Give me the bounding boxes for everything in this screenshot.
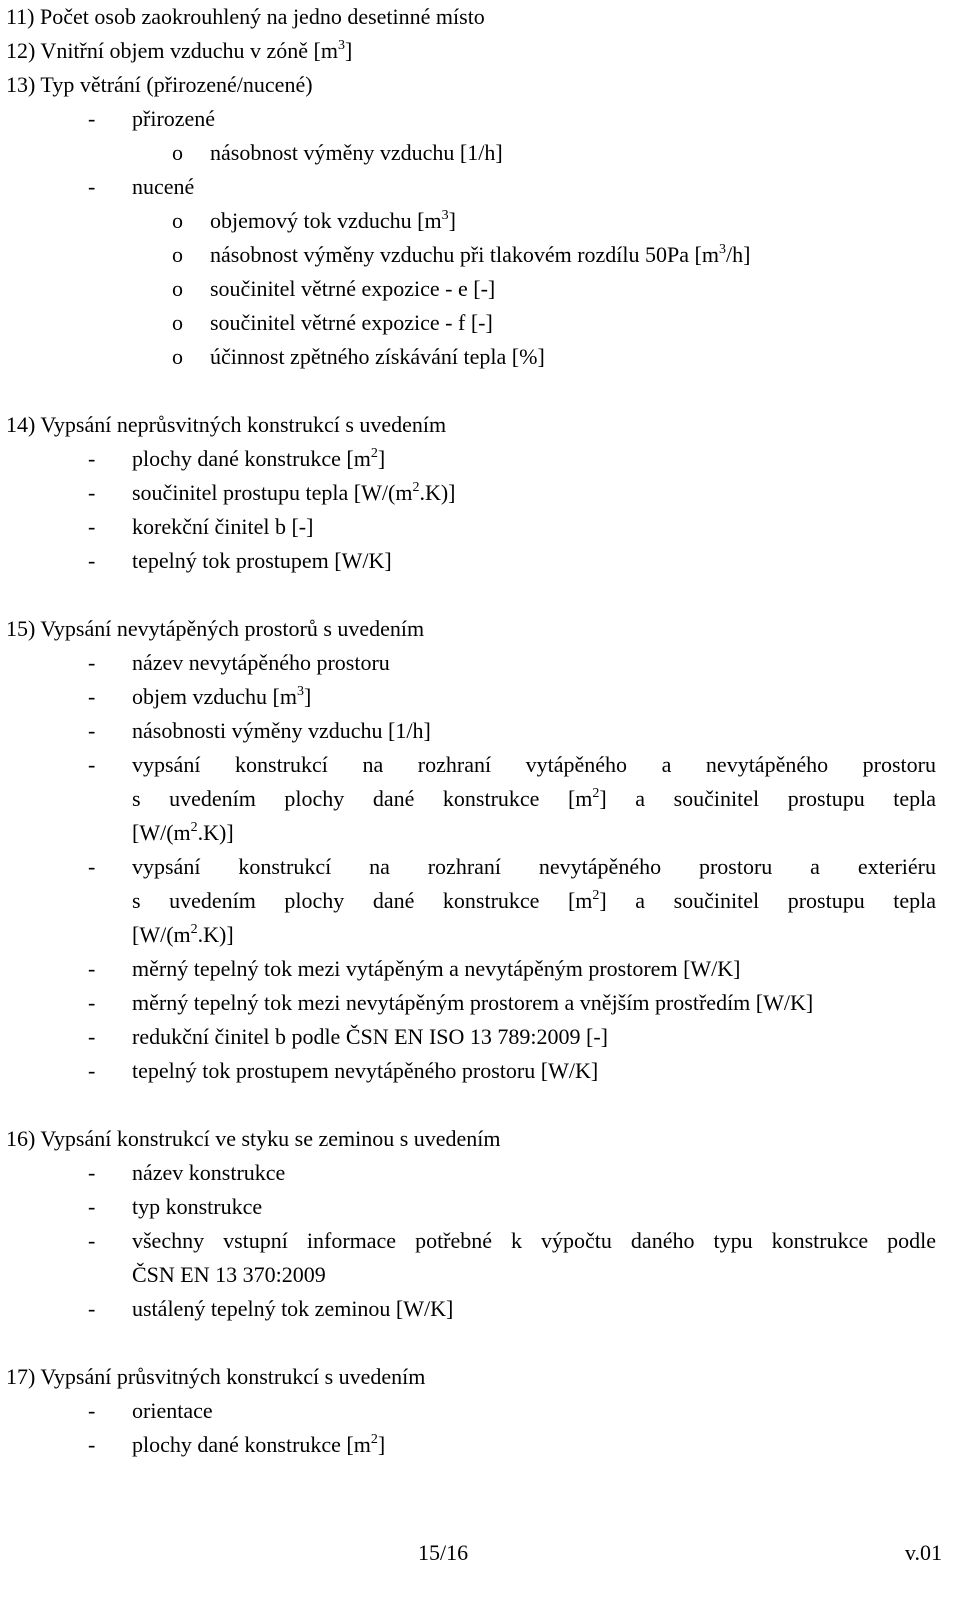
section-heading — [6, 408, 936, 442]
dash-bullet-marker: - — [88, 1398, 96, 1423]
section-heading — [6, 68, 936, 102]
circle-bullet-marker: o — [172, 242, 183, 267]
line-text — [132, 680, 311, 714]
bullet-item-continuation — [6, 1258, 936, 1292]
dash-bullet-marker: - — [88, 1432, 96, 1457]
line-text — [132, 918, 234, 952]
text-segment: [W/(m — [132, 922, 191, 947]
text-segment: 12) Vnitřní objem vzduchu v zóně [m — [6, 38, 338, 63]
dash-bullet-marker: - — [88, 650, 96, 675]
bullet-item — [6, 170, 936, 204]
section-heading — [6, 1122, 936, 1156]
line-text: 15) Vypsání nevytápěných prostorů s uvedením — [6, 616, 425, 641]
bullet-item — [6, 1020, 936, 1054]
bullet-item — [6, 850, 936, 884]
bullet-item — [6, 714, 936, 748]
spacer — [6, 1088, 936, 1122]
superscript: 3 — [296, 684, 304, 699]
dash-bullet-marker: - — [88, 446, 96, 471]
line-text — [132, 442, 385, 476]
text-segment: součinitel prostupu tepla [W/(m — [132, 480, 413, 505]
line-text: vypsání konstrukcí na rozhraní vytápěného a nevytápěného prostoru — [132, 752, 936, 777]
circle-bullet-marker: o — [172, 310, 183, 335]
bullet-item — [6, 1156, 936, 1190]
text-segment: [W/(m — [132, 820, 191, 845]
text-segment: ] — [377, 1432, 386, 1457]
spacer — [6, 1326, 936, 1360]
line-text: 11) Počet osob zaokrouhlený na jedno desetinné místo — [6, 4, 485, 29]
bullet-item-continuation — [6, 884, 936, 918]
line-text — [132, 1428, 385, 1462]
line-text: násobnosti výměny vzduchu [1/h] — [132, 718, 431, 743]
bullet-item — [6, 1292, 936, 1326]
bullet-item — [6, 680, 936, 714]
bullet-item — [6, 986, 936, 1020]
line-text: tepelný tok prostupem [W/K] — [132, 548, 392, 573]
sub-bullet-item — [6, 306, 936, 340]
line-text — [132, 476, 455, 510]
sub-bullet-item — [6, 204, 936, 238]
text-segment: .K)] — [419, 480, 456, 505]
page-footer — [0, 1536, 960, 1570]
line-text: měrný tepelný tok mezi nevytápěným prostorem a vnějším prostředím [W/K] — [132, 990, 814, 1015]
line-text: účinnost zpětného získávání tepla [%] — [210, 344, 545, 369]
superscript: 2 — [190, 922, 198, 937]
superscript: 2 — [412, 480, 420, 495]
dash-bullet-marker: - — [88, 480, 96, 505]
bullet-item-continuation — [6, 782, 936, 816]
superscript: 2 — [592, 786, 600, 801]
text-segment: /h] — [725, 242, 751, 267]
text-segment: .K)] — [197, 922, 234, 947]
line-text: 14) Vypsání neprůsvitných konstrukcí s uvedením — [6, 412, 447, 437]
line-text: typ konstrukce — [132, 1194, 263, 1219]
section-heading — [6, 34, 936, 68]
dash-bullet-marker: - — [88, 1160, 96, 1185]
bullet-item — [6, 952, 936, 986]
page-number: 15/16 — [418, 1540, 469, 1565]
dash-bullet-marker: - — [88, 990, 96, 1015]
document-body — [6, 0, 936, 1462]
line-text: název nevytápěného prostoru — [132, 650, 390, 675]
text-segment: ] a součinitel prostupu tepla — [599, 888, 936, 913]
dash-bullet-marker: - — [88, 548, 96, 573]
bullet-item — [6, 1224, 936, 1258]
dash-bullet-marker: - — [88, 1058, 96, 1083]
section-heading — [6, 612, 936, 646]
bullet-item-continuation — [6, 816, 936, 850]
superscript: 2 — [592, 888, 600, 903]
text-segment: objemový tok vzduchu [m — [210, 208, 442, 233]
circle-bullet-marker: o — [172, 344, 183, 369]
line-text: orientace — [132, 1398, 213, 1423]
line-text: 13) Typ větrání (přirozené/nucené) — [6, 72, 313, 97]
superscript: 2 — [370, 446, 378, 461]
document-version: v.01 — [904, 1540, 942, 1565]
superscript: 3 — [718, 242, 726, 257]
superscript: 2 — [190, 820, 198, 835]
line-text: ustálený tepelný tok zeminou [W/K] — [132, 1296, 454, 1321]
text-segment: .K)] — [197, 820, 234, 845]
line-text: všechny vstupní informace potřebné k výpočtu daného typu konstrukce podle — [132, 1228, 936, 1253]
dash-bullet-marker: - — [88, 106, 96, 131]
spacer — [6, 578, 936, 612]
line-text: tepelný tok prostupem nevytápěného prostoru [W/K] — [132, 1058, 599, 1083]
bullet-item — [6, 544, 936, 578]
text-segment: s uvedením plochy dané konstrukce [m — [132, 888, 593, 913]
dash-bullet-marker: - — [88, 854, 96, 879]
sub-bullet-item — [6, 272, 936, 306]
text-segment: ] — [303, 684, 312, 709]
line-text: název konstrukce — [132, 1160, 286, 1185]
dash-bullet-marker: - — [88, 1228, 96, 1253]
line-text: měrný tepelný tok mezi vytápěným a nevytápěným prostorem [W/K] — [132, 956, 741, 981]
line-text: 16) Vypsání konstrukcí ve styku se zeminou s uvedením — [6, 1126, 501, 1151]
line-text — [132, 816, 234, 850]
text-segment: násobnost výměny vzduchu při tlakovém rozdílu 50Pa [m — [210, 242, 719, 267]
bullet-item — [6, 442, 936, 476]
circle-bullet-marker: o — [172, 208, 183, 233]
text-segment: objem vzduchu [m — [132, 684, 297, 709]
line-text: násobnost výměny vzduchu [1/h] — [210, 140, 503, 165]
line-text: součinitel větrné expozice - e [-] — [210, 276, 496, 301]
bullet-item — [6, 1190, 936, 1224]
bullet-item — [6, 102, 936, 136]
line-text — [6, 34, 352, 68]
superscript: 3 — [441, 208, 449, 223]
superscript: 3 — [337, 38, 345, 53]
line-text: přirozené — [132, 106, 216, 131]
sub-bullet-item — [6, 238, 936, 272]
dash-bullet-marker: - — [88, 956, 96, 981]
bullet-item — [6, 1428, 936, 1462]
superscript: 2 — [370, 1432, 378, 1447]
sub-bullet-item — [6, 136, 936, 170]
spacer — [6, 374, 936, 408]
line-text — [132, 782, 936, 816]
text-segment: plochy dané konstrukce [m — [132, 1432, 371, 1457]
circle-bullet-marker: o — [172, 140, 183, 165]
bullet-item — [6, 1394, 936, 1428]
line-text: ČSN EN 13 370:2009 — [132, 1262, 326, 1287]
dash-bullet-marker: - — [88, 1296, 96, 1321]
dash-bullet-marker: - — [88, 752, 96, 777]
bullet-item — [6, 646, 936, 680]
line-text: 17) Vypsání průsvitných konstrukcí s uvedením — [6, 1364, 426, 1389]
bullet-item — [6, 476, 936, 510]
bullet-item-continuation — [6, 918, 936, 952]
bullet-item — [6, 510, 936, 544]
text-segment: ] — [448, 208, 456, 233]
text-segment: ] a součinitel prostupu tepla — [599, 786, 936, 811]
line-text: redukční činitel b podle ČSN EN ISO 13 789:2009 [-] — [132, 1024, 608, 1049]
circle-bullet-marker: o — [172, 276, 183, 301]
text-segment: ] — [377, 446, 386, 471]
dash-bullet-marker: - — [88, 174, 96, 199]
dash-bullet-marker: - — [88, 1024, 96, 1049]
line-text: vypsání konstrukcí na rozhraní nevytápěného prostoru a exteriéru — [132, 854, 936, 879]
dash-bullet-marker: - — [88, 1194, 96, 1219]
line-text — [210, 204, 456, 238]
section-heading — [6, 0, 936, 34]
dash-bullet-marker: - — [88, 718, 96, 743]
line-text: korekční činitel b [-] — [132, 514, 314, 539]
bullet-item — [6, 1054, 936, 1088]
dash-bullet-marker: - — [88, 514, 96, 539]
line-text: součinitel větrné expozice - f [-] — [210, 310, 493, 335]
text-segment: ] — [344, 38, 353, 63]
section-heading — [6, 1360, 936, 1394]
line-text — [132, 884, 936, 918]
line-text — [210, 238, 750, 272]
sub-bullet-item — [6, 340, 936, 374]
text-segment: s uvedením plochy dané konstrukce [m — [132, 786, 593, 811]
dash-bullet-marker: - — [88, 684, 96, 709]
line-text: nucené — [132, 174, 195, 199]
bullet-item — [6, 748, 936, 782]
text-segment: plochy dané konstrukce [m — [132, 446, 371, 471]
